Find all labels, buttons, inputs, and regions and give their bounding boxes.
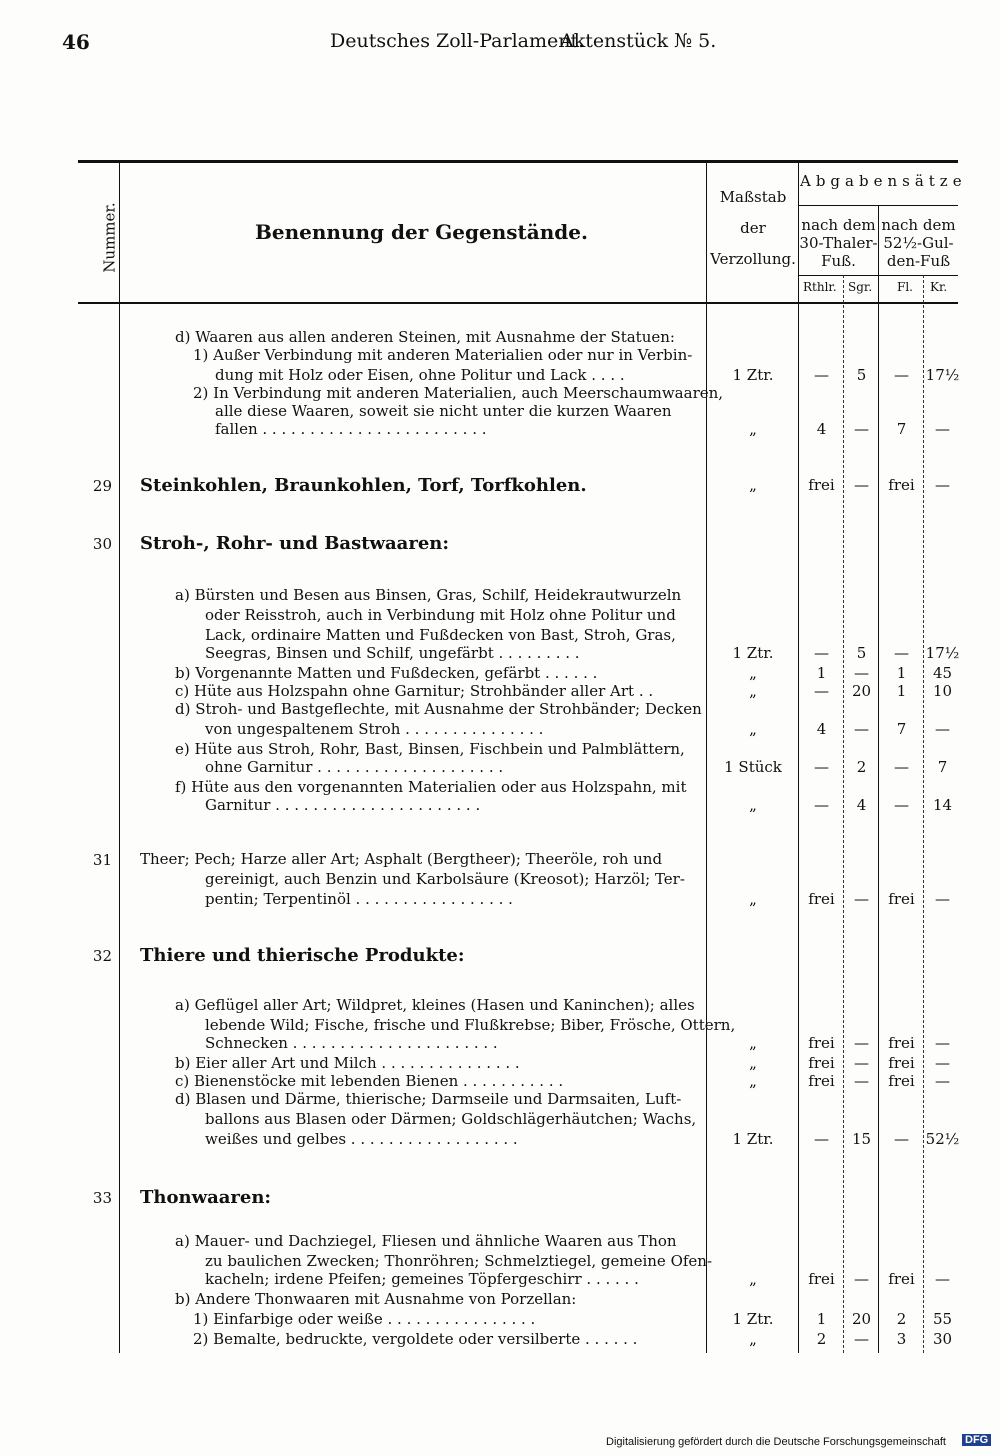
row-text: Theer; Pech; Harze aller Art; Asphalt (Bergtheer); Theeröle, roh und — [140, 850, 663, 868]
rthlr-value: frei — [808, 1072, 835, 1090]
fl-value: 7 — [896, 720, 907, 738]
gulden-heading-3: den-Fuß — [886, 252, 951, 270]
kr-value: 17½ — [925, 366, 960, 384]
gulden-heading-1: nach dem — [881, 216, 956, 234]
kr-value: 55 — [932, 1310, 953, 1328]
rthlr-value: frei — [808, 476, 835, 494]
row-number: 30 — [92, 535, 112, 553]
measure-value: „ — [749, 1330, 757, 1348]
sgr-value: — — [854, 1330, 869, 1348]
col-divider — [798, 163, 799, 1353]
fl-value: frei — [888, 476, 915, 494]
measure-value: 1 Ztr. — [732, 644, 774, 662]
unit-sgr: Sgr. — [848, 280, 873, 294]
units-rule — [798, 275, 958, 276]
sgr-value: — — [854, 664, 869, 682]
rthlr-value: frei — [808, 1270, 835, 1288]
row-text: c) Hüte aus Holzspahn ohne Garnitur; Strohbänder aller Art . . — [175, 682, 654, 700]
column-name-heading: Benennung der Gegenstände. — [255, 220, 588, 244]
kr-value: — — [935, 720, 950, 738]
kr-value: 52½ — [925, 1130, 960, 1148]
fl-value: — — [894, 366, 909, 384]
fl-value: — — [894, 644, 909, 662]
row-text: alle diese Waaren, soweit sie nicht unter die kurzen Waaren — [215, 402, 672, 420]
fl-value: 7 — [896, 420, 907, 438]
footer-credit: Digitalisierung gefördert durch die Deutsche Forschungsgemeinschaft — [606, 1436, 946, 1448]
rthlr-value: — — [814, 682, 829, 700]
taler-heading-1: nach dem — [801, 216, 876, 234]
table-top-rule — [78, 160, 958, 163]
kr-value: — — [935, 420, 950, 438]
sgr-value: — — [854, 1270, 869, 1288]
measure-value: „ — [749, 1270, 757, 1288]
kr-value: — — [935, 476, 950, 494]
measure-value: „ — [749, 420, 757, 438]
rthlr-value: 4 — [816, 420, 827, 438]
row-number: 31 — [92, 851, 112, 869]
row-text: oder Reisstroh, auch in Verbindung mit Holz ohne Politur und — [205, 606, 676, 624]
row-text: b) Eier aller Art und Milch . . . . . . . . . . . . . . . — [175, 1054, 520, 1072]
fl-value: frei — [888, 1270, 915, 1288]
row-text: 1) Außer Verbindung mit anderen Materialien oder nur in Verbin- — [193, 346, 693, 364]
row-text: b) Andere Thonwaaren mit Ausnahme von Porzellan: — [175, 1290, 577, 1308]
gulden-heading-2: 52½-Gul- — [883, 234, 954, 252]
rthlr-value: — — [814, 366, 829, 384]
fl-value: frei — [888, 890, 915, 908]
kr-value: 10 — [932, 682, 953, 700]
sgr-value: — — [854, 476, 869, 494]
rthlr-value: 1 — [816, 1310, 827, 1328]
rthlr-value: frei — [808, 1034, 835, 1052]
row-text: b) Vorgenannte Matten und Fußdecken, gefärbt . . . . . . — [175, 664, 598, 682]
col-divider — [878, 205, 879, 1353]
rates-rule — [798, 205, 958, 206]
kr-value: — — [935, 890, 950, 908]
row-text: Garnitur . . . . . . . . . . . . . . . . . . . . . . — [205, 796, 481, 814]
kr-value: 45 — [932, 664, 953, 682]
row-number: 33 — [92, 1189, 112, 1207]
fl-value: frei — [888, 1034, 915, 1052]
row-text: c) Bienenstöcke mit lebenden Bienen . . . . . . . . . . . — [175, 1072, 564, 1090]
row-text: a) Mauer- und Dachziegel, Fliesen und ähnliche Waaren aus Thon — [175, 1232, 677, 1250]
row-text: e) Hüte aus Stroh, Rohr, Bast, Binsen, Fischbein und Palmblättern, — [175, 740, 685, 758]
measure-heading-2: der — [740, 219, 766, 237]
sgr-value: 4 — [856, 796, 867, 814]
fl-value: 1 — [896, 664, 907, 682]
measure-value: „ — [749, 1072, 757, 1090]
table-head-rule — [78, 302, 958, 304]
measure-value: „ — [749, 476, 757, 494]
row-text: zu baulichen Zwecken; Thonröhren; Schmelztiegel, gemeine Ofen- — [205, 1252, 713, 1270]
measure-value: 1 Ztr. — [732, 366, 774, 384]
unit-rthlr: Rthlr. — [803, 280, 837, 294]
row-text: a) Bürsten und Besen aus Binsen, Gras, Schilf, Heidekrautwurzeln — [175, 586, 682, 604]
fl-value: 1 — [896, 682, 907, 700]
rthlr-value: — — [814, 796, 829, 814]
taler-heading-2: 30-Thaler- — [799, 234, 878, 252]
unit-kr: Kr. — [930, 280, 948, 294]
sgr-value: 5 — [856, 644, 867, 662]
sgr-value: — — [854, 720, 869, 738]
fl-value: 2 — [896, 1310, 907, 1328]
measure-value: „ — [749, 664, 757, 682]
kr-value: — — [935, 1054, 950, 1072]
col-divider — [119, 163, 120, 1353]
row-text: Seegras, Binsen und Schilf, ungefärbt . . . . . . . . . — [205, 644, 580, 662]
measure-value: 1 Ztr. — [732, 1310, 774, 1328]
running-title: Deutsches Zoll-Parlament. — [330, 30, 585, 52]
measure-value: „ — [749, 1034, 757, 1052]
sgr-value: — — [854, 1054, 869, 1072]
sgr-value: 20 — [851, 682, 872, 700]
rthlr-value: frei — [808, 890, 835, 908]
measure-value: 1 Stück — [724, 758, 782, 776]
measure-value: „ — [749, 682, 757, 700]
measure-value: „ — [749, 720, 757, 738]
rthlr-value: — — [814, 758, 829, 776]
sgr-value: — — [854, 1072, 869, 1090]
rthlr-value: frei — [808, 1054, 835, 1072]
row-text: fallen . . . . . . . . . . . . . . . . . . . . . . . . — [215, 420, 487, 438]
row-text: kacheln; irdene Pfeifen; gemeines Töpfergeschirr . . . . . . — [205, 1270, 639, 1288]
row-heading: Thonwaaren: — [140, 1187, 272, 1208]
column-number-heading: Nummer. — [100, 202, 119, 273]
row-text: gereinigt, auch Benzin und Karbolsäure (Kreosot); Harzöl; Ter- — [205, 870, 685, 888]
row-text: pentin; Terpentinöl . . . . . . . . . . . . . . . . . — [205, 890, 513, 908]
rthlr-value: 4 — [816, 720, 827, 738]
row-text: 2) Bemalte, bedruckte, vergoldete oder versilberte . . . . . . — [193, 1330, 638, 1348]
kr-value: — — [935, 1072, 950, 1090]
measure-value: „ — [749, 796, 757, 814]
sgr-value: — — [854, 420, 869, 438]
rthlr-value: — — [814, 1130, 829, 1148]
rthlr-value: — — [814, 644, 829, 662]
fl-value: frei — [888, 1054, 915, 1072]
row-heading: Steinkohlen, Braunkohlen, Torf, Torfkohlen. — [140, 475, 587, 496]
fl-value: 3 — [896, 1330, 907, 1348]
page-number: 46 — [62, 30, 90, 54]
sgr-value: 20 — [851, 1310, 872, 1328]
sgr-value: 2 — [856, 758, 867, 776]
taler-heading-3: Fuß. — [821, 252, 856, 270]
sgr-value: — — [854, 890, 869, 908]
row-text: f) Hüte aus den vorgenannten Materialien oder aus Holzspahn, mit — [175, 778, 687, 796]
fl-value: — — [894, 796, 909, 814]
unit-fl: Fl. — [897, 280, 913, 294]
sgr-value: 15 — [851, 1130, 872, 1148]
kr-value: 30 — [932, 1330, 953, 1348]
row-text: d) Waaren aus allen anderen Steinen, mit Ausnahme der Statuen: — [175, 328, 675, 346]
col-divider-dashed — [843, 275, 844, 1353]
row-number: 32 — [92, 947, 112, 965]
dfg-logo: DFG — [962, 1434, 991, 1446]
kr-value: — — [935, 1270, 950, 1288]
row-heading: Thiere und thierische Produkte: — [140, 945, 465, 966]
fl-value: — — [894, 1130, 909, 1148]
row-text: 2) In Verbindung mit anderen Materialien, auch Meerschaumwaaren, — [193, 384, 724, 402]
col-divider-dashed — [923, 275, 924, 1353]
kr-value: 14 — [932, 796, 953, 814]
measure-value: „ — [749, 1054, 757, 1072]
row-text: Lack, ordinaire Matten und Fußdecken von Bast, Stroh, Gras, — [205, 626, 676, 644]
col-divider — [706, 163, 707, 1353]
kr-value: — — [935, 1034, 950, 1052]
measure-value: 1 Ztr. — [732, 1130, 774, 1148]
row-text: a) Geflügel aller Art; Wildpret, kleines (Hasen und Kaninchen); alles — [175, 996, 695, 1014]
row-text: dung mit Holz oder Eisen, ohne Politur und Lack . . . . — [215, 366, 625, 384]
rthlr-value: 2 — [816, 1330, 827, 1348]
row-text: lebende Wild; Fische, frische und Flußkrebse; Biber, Frösche, Ottern, — [205, 1016, 736, 1034]
row-text: weißes und gelbes . . . . . . . . . . . . . . . . . . — [205, 1130, 518, 1148]
measure-heading-3: Verzollung. — [710, 250, 796, 268]
row-text: ohne Garnitur . . . . . . . . . . . . . . . . . . . . — [205, 758, 504, 776]
rthlr-value: 1 — [816, 664, 827, 682]
row-text: d) Stroh- und Bastgeflechte, mit Ausnahme der Strohbänder; Decken — [175, 700, 702, 718]
row-text: d) Blasen und Därme, thierische; Darmseile und Darmsaiten, Luft- — [175, 1090, 682, 1108]
row-text: von ungespaltenem Stroh . . . . . . . . . . . . . . . — [205, 720, 544, 738]
fl-value: — — [894, 758, 909, 776]
kr-value: 17½ — [925, 644, 960, 662]
rates-heading: Abgabensätze — [800, 172, 967, 190]
sgr-value: 5 — [856, 366, 867, 384]
document-number: Aktenstück № 5. — [560, 30, 717, 52]
fl-value: frei — [888, 1072, 915, 1090]
row-text: ballons aus Blasen oder Därmen; Goldschlägerhäutchen; Wachs, — [205, 1110, 697, 1128]
measure-heading-1: Maßstab — [719, 188, 787, 206]
row-heading: Stroh-, Rohr- und Bastwaaren: — [140, 533, 450, 554]
row-text: 1) Einfarbige oder weiße . . . . . . . . . . . . . . . . — [193, 1310, 536, 1328]
kr-value: 7 — [937, 758, 948, 776]
row-text: Schnecken . . . . . . . . . . . . . . . . . . . . . . — [205, 1034, 498, 1052]
sgr-value: — — [854, 1034, 869, 1052]
measure-value: „ — [749, 890, 757, 908]
row-number: 29 — [92, 477, 112, 495]
